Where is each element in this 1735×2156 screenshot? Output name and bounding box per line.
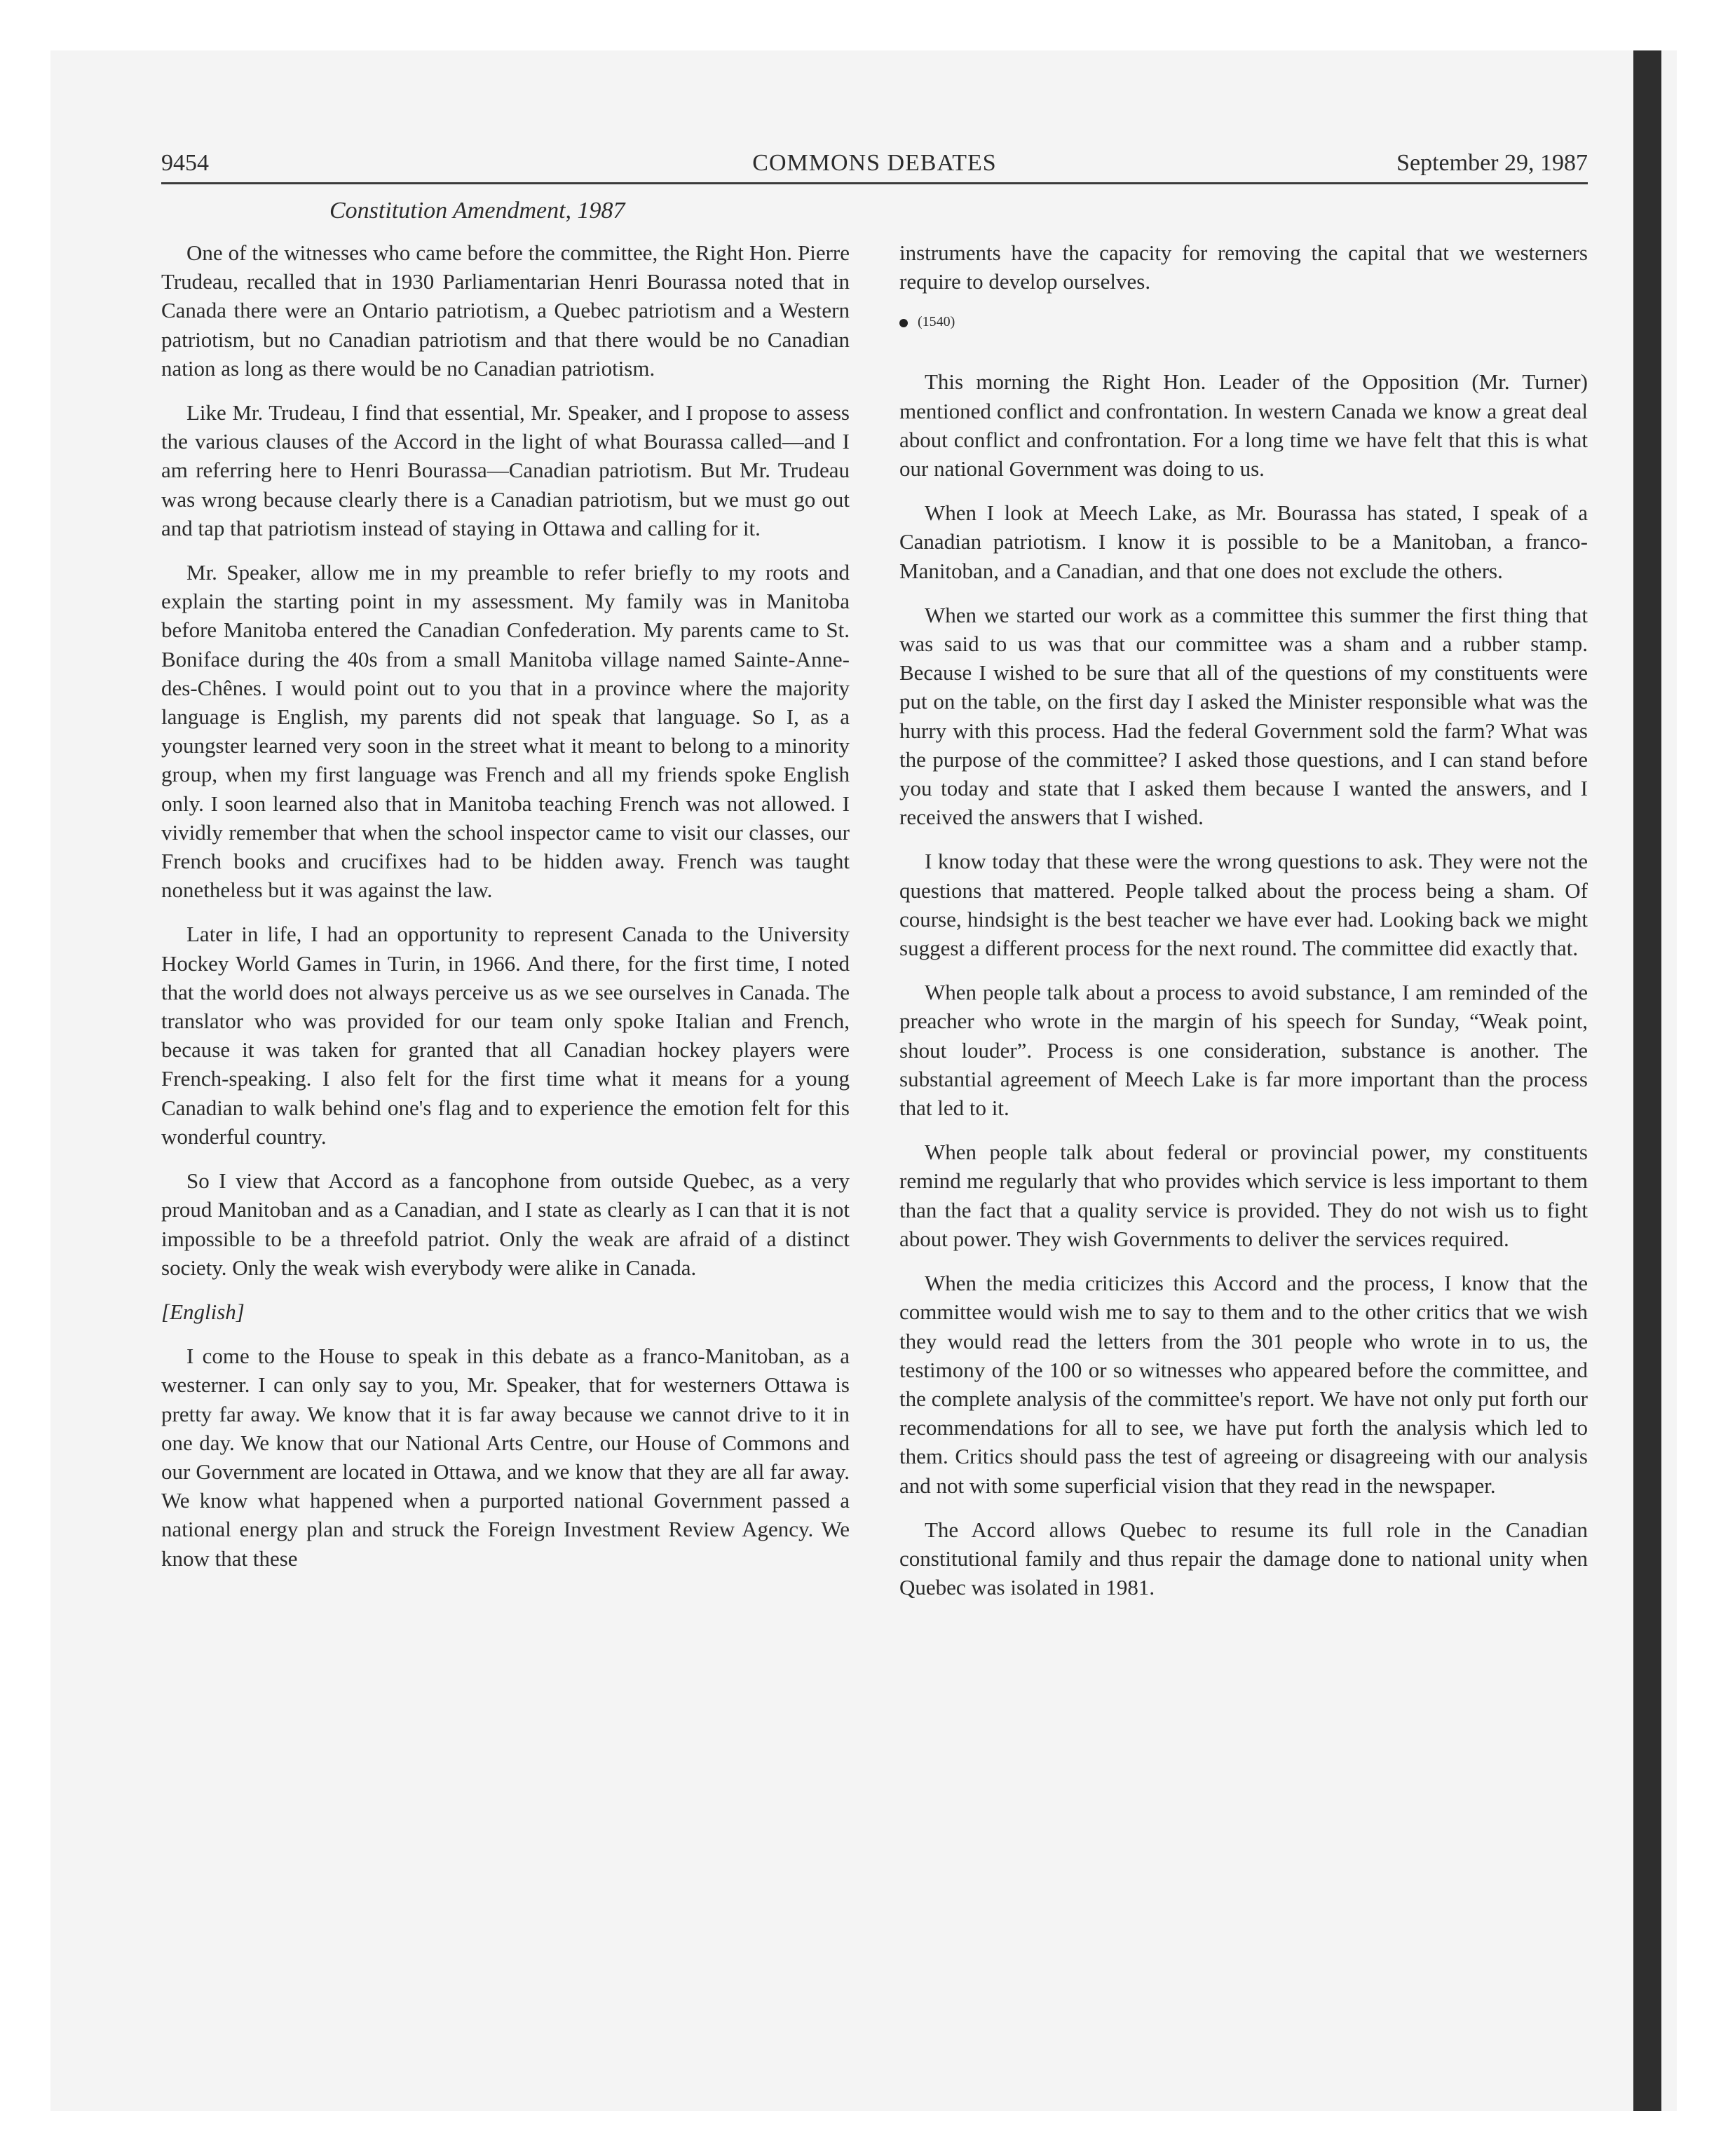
paragraph-continued: instruments have the capacity for removing the capital that we westerners require to develop ourselves. (899, 240, 1588, 294)
language-marker: [English] (161, 1299, 245, 1324)
paragraph: Like Mr. Trudeau, I find that essential, Mr. Speaker, and I propose to assess the various clauses of the Accord in the light of what Bourassa called—and I am referring here to Henri Bourassa—Canadian patriotism. But Mr. Trudeau was wrong because clearly there is a Canadian patriotism, but we must go out and tap that patriotism instead of staying in Ottawa and calling for it. (161, 400, 850, 540)
paragraph: When the media criticizes this Accord and the process, I know that the committee would wish me to say to them and to the other critics that we wish they would read the letters from the 301 people who wrote in to us, the testimony of the 100 or so witnesses who appeared before the committee, and the complete analysis of the committee's report. We have not only put forth our recommendations for all to see, we have put forth the analysis which led to them. Critics should pass the test of agreeing or disagreeing with our analysis and not with some superficial vision that they read in the newspaper. (899, 1271, 1588, 1498)
paragraph: The Accord allows Quebec to resume its full role in the Canadian constitutional family and thus repair the damage done to national unity when Quebec was isolated in 1981. (899, 1517, 1588, 1600)
paragraph: Mr. Speaker, allow me in my preamble to refer briefly to my roots and explain the starting point in my assessment. My family was in Manitoba before Manitoba entered the Canadian Confederation. My parents came to St. Boniface during the 40s from a small Manitoba village named Sainte-Anne-des-Chênes. I would point out to you that in a province where the majority language is English, my parents did not speak that language. So I, as a youngster learned very soon in the street what it meant to belong to a minority group, when my first language was French and all my friends spoke English only. I soon learned also that in Manitoba teaching French was not allowed. I vividly remember that when the school inspector came to visit our classes, our French books and crucifixes had to be hidden away. French was taught nonetheless but it was against the law. (161, 560, 850, 903)
paragraph: Later in life, I had an opportunity to represent Canada to the University Hockey World Games in Turin, in 1966. And there, for the first time, I noted that the world does not always perceive us as we see ourselves in Canada. The translator who was provided for our team only spoke Italian and French, because it was taken for granted that all Canadian hockey players were French-speaking. I also felt for the first time what it means for a young Canadian to walk behind one's flag and to experience the emotion felt for this wonderful country. (161, 922, 850, 1149)
paragraph: One of the witnesses who came before the committee, the Right Hon. Pierre Trudeau, recalled that in 1930 Parliamentarian Henri Bourassa noted that in Canada there were an Ontario patriotism, a Quebec patriotism and a Western patriotism, but no Canadian patriotism and that there would be no Canadian nation as long as there would be no Canadian patriotism. (161, 240, 850, 381)
paragraph: I come to the House to speak in this debate as a franco-Manitoban, as a westerner. I can only say to you, Mr. Speaker, that for westerners Ottawa is pretty far away. We know that it is far away because we cannot drive to it in one day. We know that our National Arts Centre, our House of Commons and our Government are located in Ottawa, and we know that they are all far away. We know what happened when a purported national Government passed a national energy plan and struck the Foreign Investment Review Agency. We know that these (161, 1344, 850, 1571)
paragraph: When people talk about a process to avoid substance, I am reminded of the preacher who wrote in the margin of his speech for Sunday, “Weak point, shout louder”. Process is one consideration, substance is another. The substantial agreement of Meech Lake is far more important than the process that led to it. (899, 980, 1588, 1121)
paragraph: I know today that these were the wrong questions to ask. They were not the questions that mattered. People talked about the process being a sham. Of course, hindsight is the best teacher we have ever had. Looking back we might suggest a different process for the next round. The committee did exactly that. (899, 849, 1588, 961)
page-number: 9454 (161, 150, 209, 176)
paragraph: This morning the Right Hon. Leader of the Opposition (Mr. Turner) mentioned conflict and confrontation. In western Canada we know a great deal about conflict and confrontation. For a long time we have felt that this is what our national Government was doing to us. (899, 369, 1588, 482)
publication-title: COMMONS DEBATES (752, 150, 997, 176)
left-column (161, 238, 850, 1588)
section-subheader: Constitution Amendment, 1987 (329, 198, 625, 224)
timestamp-text: (1540) (918, 314, 955, 330)
right-column (899, 238, 1588, 1617)
paragraph: When I look at Meech Lake, as Mr. Bourassa has stated, I speak of a Canadian patriotism. I know it is possible to be a Manitoban, a franco-Manitoban, and a Canadian, and that one does not exclude the others. (899, 500, 1588, 583)
paragraph: So I view that Accord as a fancophone from outside Quebec, as a very proud Manitoban and as a Canadian, and I state as clearly as I can that it is not impossible to be a threefold patriot. Only the weak are afraid of a distinct society. Only the weak wish everybody were alike in Canada. (161, 1168, 850, 1280)
scan-edge-shadow (1633, 50, 1661, 2111)
page-header (161, 140, 1588, 184)
timestamp-marker (899, 311, 1588, 332)
bullet-icon (899, 319, 908, 327)
paragraph: When people talk about federal or provincial power, my constituents remind me regularly that who provides which service is less important to them than the fact that a quality service is provided. They do not wish us to fight about power. They wish Governments to deliver the services required. (899, 1140, 1588, 1251)
paragraph: When we started our work as a committee this summer the first thing that was said to us was that our committee was a sham and a rubber stamp. Because I wished to be sure that all of the questions of my constituents were put on the table, on the first day I asked the Minister responsible what was the hurry with this process. Had the federal Government sold the farm? What was the purpose of the committee? I asked those questions, and I can stand before you today and state that I asked them because I wanted the answers, and I received the answers that I wished. (899, 602, 1588, 830)
publication-date: September 29, 1987 (1396, 150, 1588, 176)
